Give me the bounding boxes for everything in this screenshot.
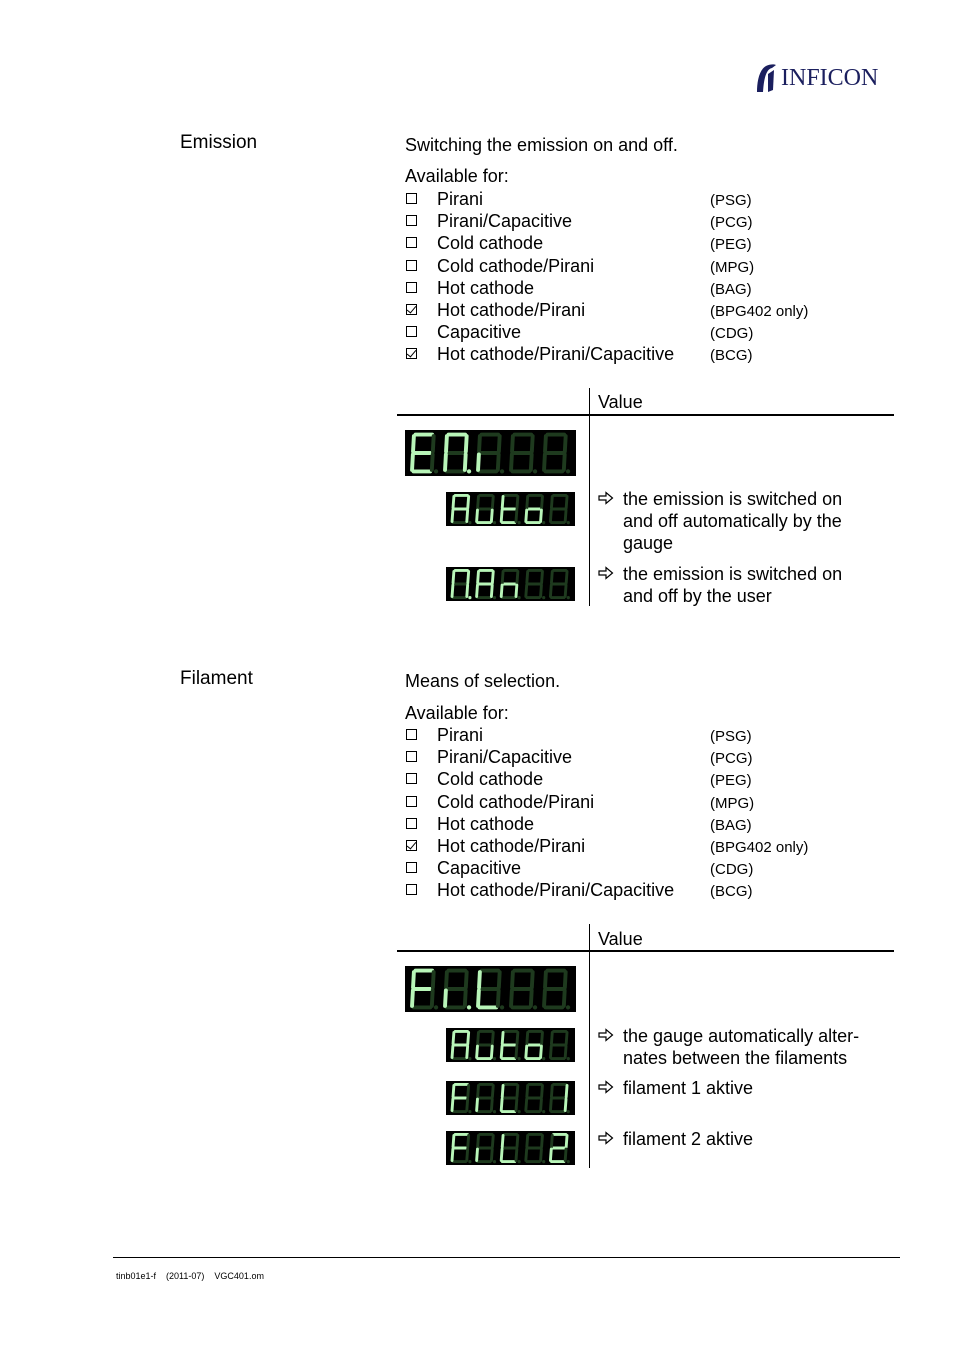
segment-f: [502, 496, 503, 507]
checkbox-empty-icon: [406, 326, 417, 337]
segment-b: [468, 1032, 469, 1043]
segment-b: [532, 436, 533, 451]
segment-e: [526, 585, 527, 596]
segment-c: [541, 585, 542, 596]
segment-b: [517, 1085, 518, 1096]
display-fil: [405, 966, 576, 1012]
segment-c: [432, 454, 433, 469]
gauge-name: Cold cathode: [437, 233, 544, 254]
segment-e: [544, 990, 545, 1005]
seven-segment-digits: [405, 966, 576, 1012]
gauge-code: (BPG402 only): [710, 302, 809, 320]
gauge-row: [405, 769, 845, 791]
segment-c: [491, 585, 492, 596]
segment-dot: [567, 1160, 570, 1163]
segment-dot: [566, 1005, 570, 1009]
segment-f: [446, 436, 447, 451]
segment-f: [512, 972, 513, 987]
gauge-code: (PCG): [710, 750, 753, 768]
segment-c: [541, 510, 542, 521]
segment-b: [566, 571, 567, 582]
seven-segment-digits: [446, 1131, 575, 1165]
gauge-name: Hot cathode/Pirani/Capacitive: [437, 344, 675, 365]
gauge-code: (BAG): [710, 816, 752, 834]
segment-c: [541, 1149, 542, 1160]
checkbox-empty-icon: [406, 237, 417, 248]
segment-f: [478, 1085, 479, 1096]
segment-f: [479, 436, 480, 451]
footer: [116, 1271, 264, 1281]
segment-c: [467, 510, 468, 521]
checkbox-empty-icon: [406, 884, 417, 895]
segment-b: [517, 571, 518, 582]
gauge-row: [405, 747, 845, 769]
gauge-code: (PCG): [710, 214, 753, 232]
segment-b: [517, 1135, 518, 1146]
segment-f: [413, 436, 414, 451]
inficon-logo: [754, 62, 900, 94]
footer-rule: [113, 1257, 900, 1258]
segment-dot: [493, 1160, 496, 1163]
segment-f: [479, 972, 480, 987]
segment-b: [566, 1032, 567, 1043]
segment-b: [532, 972, 533, 987]
segment-f: [502, 1032, 503, 1043]
checkbox-empty-icon: [406, 260, 417, 271]
segment-b: [492, 571, 493, 582]
segment-c: [465, 990, 466, 1005]
segment-e: [412, 454, 413, 469]
gauge-name: Pirani: [437, 725, 484, 745]
segment-dot: [493, 596, 496, 599]
arrow-right-icon: [598, 565, 614, 581]
segment-f: [551, 1135, 552, 1146]
checkbox-empty-icon: [406, 818, 417, 829]
gauge-code: (BPG402 only): [710, 838, 809, 856]
segment-f: [453, 1135, 454, 1146]
segment-c: [531, 454, 532, 469]
segment-c: [491, 1046, 492, 1057]
filament-gauge-list: [405, 725, 845, 903]
segment-dot: [542, 596, 545, 599]
segment-e: [477, 1149, 478, 1160]
gauge-name: Pirani/Capacitive: [437, 747, 573, 768]
segment-e: [550, 510, 551, 521]
segment-c: [564, 990, 565, 1005]
segment-f: [527, 1085, 528, 1096]
segment-f: [551, 571, 552, 582]
gauge-row: [405, 725, 845, 747]
segment-dot: [467, 469, 471, 473]
footer-file: VGC401.om: [214, 1271, 264, 1281]
segment-c: [467, 585, 468, 596]
gauge-row: [405, 189, 845, 211]
segment-e: [511, 990, 512, 1005]
segment-f: [453, 571, 454, 582]
checkbox-checked-icon: [406, 304, 417, 315]
segment-f: [527, 1135, 528, 1146]
segment-b: [466, 972, 467, 987]
segment-e: [452, 1149, 453, 1160]
filament-value-header: Value: [598, 929, 643, 949]
gauge-code: (MPG): [710, 794, 755, 812]
segment-dot: [567, 1110, 570, 1113]
segment-b: [566, 1085, 567, 1096]
segment-f: [453, 1085, 454, 1096]
segment-b: [542, 1135, 543, 1146]
segment-f: [502, 571, 503, 582]
segment-c: [465, 454, 466, 469]
segment-e: [477, 1099, 478, 1110]
segment-e: [452, 585, 453, 596]
gauge-name: Capacitive: [437, 322, 522, 343]
segment-b: [499, 436, 500, 451]
gauge-name: Pirani/Capacitive: [437, 211, 573, 232]
display-emission-man: [446, 567, 575, 601]
checkbox-empty-icon: [406, 215, 417, 226]
segment-c: [498, 454, 499, 469]
segment-c: [467, 1149, 468, 1160]
gauge-name: Capacitive: [437, 858, 522, 879]
segment-c: [491, 1149, 492, 1160]
checkbox-checked-icon: [406, 348, 417, 359]
segment-f: [551, 1085, 552, 1096]
gauge-row: [405, 256, 845, 278]
segment-e: [501, 510, 502, 521]
filament-table-rule: [397, 950, 894, 952]
filament-table-divider: [589, 924, 590, 1168]
segment-b: [492, 496, 493, 507]
segment-e: [550, 1046, 551, 1057]
gauge-code: (PEG): [710, 772, 752, 790]
footer-date: (2011-07): [166, 1271, 205, 1281]
gauge-row: [405, 233, 845, 255]
segment-dot: [468, 1110, 471, 1113]
segment-c: [516, 1149, 517, 1160]
segment-e: [511, 454, 512, 469]
emission-table-rule: [397, 414, 894, 416]
inficon-logo-mark-icon: [754, 62, 780, 94]
segment-e: [412, 990, 413, 1005]
gauge-row: [405, 344, 845, 366]
segment-c: [498, 990, 499, 1005]
segment-f: [502, 1085, 503, 1096]
segment-c: [491, 1099, 492, 1110]
segment-b: [466, 436, 467, 451]
seven-segment-digits: [446, 492, 575, 526]
checkbox-empty-icon: [406, 282, 417, 293]
segment-e: [445, 990, 446, 1005]
segment-c: [565, 510, 566, 521]
gauge-row: [405, 836, 845, 858]
segment-dot: [500, 469, 504, 473]
inficon-wordmark: INFICON: [781, 65, 879, 91]
display-filament-1: [446, 1081, 575, 1115]
gauge-name: Cold cathode: [437, 769, 544, 790]
checkbox-empty-icon: [406, 862, 417, 873]
arrow-right-icon: [598, 1027, 614, 1043]
segment-e: [550, 1099, 551, 1110]
gauge-row: [405, 792, 845, 814]
segment-dot: [434, 1005, 438, 1009]
segment-dot: [468, 596, 471, 599]
segment-b: [492, 1032, 493, 1043]
gauge-name: Cold cathode/Pirani: [437, 791, 595, 812]
segment-e: [477, 510, 478, 521]
segment-dot: [518, 596, 521, 599]
footer-doc-id: tinb01e1-f: [116, 1271, 157, 1281]
segment-f: [527, 1032, 528, 1043]
filament-intro: Means of selection.: [405, 671, 561, 691]
segment-b: [542, 1032, 543, 1043]
segment-dot: [518, 1160, 521, 1163]
checkbox-empty-icon: [406, 796, 417, 807]
segment-b: [468, 1085, 469, 1096]
segment-f: [527, 571, 528, 582]
checkbox-checked-icon: [406, 840, 417, 851]
segment-dot: [468, 521, 471, 524]
segment-dot: [518, 521, 521, 524]
gauge-row: [405, 322, 845, 344]
segment-e: [501, 1099, 502, 1110]
segment-e: [550, 585, 551, 596]
gauge-row: [405, 300, 845, 322]
segment-c: [516, 1099, 517, 1110]
segment-e: [452, 1099, 453, 1110]
segment-dot: [542, 1057, 545, 1060]
segment-dot: [533, 469, 537, 473]
segment-e: [452, 1046, 453, 1057]
segment-e: [477, 1046, 478, 1057]
segment-f: [453, 496, 454, 507]
segment-b: [565, 972, 566, 987]
section-title-filament: Filament: [180, 668, 253, 689]
gauge-name: Cold cathode/Pirani: [437, 255, 595, 276]
seven-segment-digits: [405, 430, 576, 476]
segment-dot: [542, 521, 545, 524]
segment-dot: [434, 469, 438, 473]
segment-f: [502, 1135, 503, 1146]
gauge-row: [405, 278, 845, 300]
segment-dot: [518, 1057, 521, 1060]
segment-f: [446, 972, 447, 987]
segment-dot: [542, 1160, 545, 1163]
segment-dot: [493, 1057, 496, 1060]
segment-e: [501, 1149, 502, 1160]
gauge-code: (BAG): [710, 280, 752, 298]
emission-table-divider: [589, 388, 590, 606]
seven-segment-digits: [446, 1028, 575, 1062]
segment-b: [468, 496, 469, 507]
display-emission-auto: [446, 492, 575, 526]
seven-segment-digits: [446, 1081, 575, 1115]
emission-value-header: Value: [598, 392, 643, 412]
segment-c: [516, 585, 517, 596]
emission-intro: Switching the emission on and off.: [405, 135, 678, 155]
segment-dot: [468, 1057, 471, 1060]
segment-b: [433, 436, 434, 451]
segment-f: [478, 1032, 479, 1043]
segment-e: [445, 454, 446, 469]
segment-c: [564, 454, 565, 469]
segment-b: [542, 571, 543, 582]
gauge-code: (CDG): [710, 325, 754, 343]
gauge-code: (CDG): [710, 861, 754, 879]
segment-dot: [567, 1057, 570, 1060]
checkbox-empty-icon: [406, 773, 417, 784]
segment-c: [467, 1099, 468, 1110]
segment-b: [566, 496, 567, 507]
emission-available-label: Available for:: [405, 166, 509, 186]
segment-e: [526, 510, 527, 521]
segment-e: [544, 454, 545, 469]
gauge-row: [405, 858, 845, 880]
segment-dot: [566, 469, 570, 473]
segment-dot: [493, 1110, 496, 1113]
gauge-code: (PSG): [710, 192, 752, 209]
checkbox-empty-icon: [406, 751, 417, 762]
segment-c: [565, 1046, 566, 1057]
segment-b: [492, 1085, 493, 1096]
gauge-name: Hot cathode: [437, 277, 535, 298]
segment-c: [467, 1046, 468, 1057]
segment-b: [433, 972, 434, 987]
segment-f: [512, 436, 513, 451]
segment-f: [478, 1135, 479, 1146]
gauge-name: Hot cathode/Pirani/Capacitive: [437, 880, 675, 901]
emission-gauge-list: [405, 189, 845, 367]
segment-b: [517, 496, 518, 507]
gauge-code: (PEG): [710, 236, 752, 254]
segment-f: [527, 496, 528, 507]
segment-dot: [542, 1110, 545, 1113]
gauge-row: [405, 211, 845, 233]
checkbox-empty-icon: [406, 193, 417, 204]
segment-e: [526, 1046, 527, 1057]
segment-dot: [467, 1005, 471, 1009]
segment-e: [526, 1099, 527, 1110]
segment-e: [452, 510, 453, 521]
arrow-right-icon: [598, 1079, 614, 1095]
gauge-name: Pirani: [437, 189, 484, 209]
display-filament-auto: [446, 1028, 575, 1062]
segment-dot: [567, 596, 570, 599]
segment-f: [545, 436, 546, 451]
segment-b: [468, 571, 469, 582]
gauge-code: (PSG): [710, 728, 752, 745]
segment-e: [501, 585, 502, 596]
gauge-row: [405, 880, 845, 902]
gauge-row: [405, 814, 845, 836]
segment-e: [478, 454, 479, 469]
segment-e: [501, 1046, 502, 1057]
segment-b: [542, 1085, 543, 1096]
gauge-name: Hot cathode: [437, 813, 535, 834]
segment-e: [550, 1149, 551, 1160]
display-emi: [405, 430, 576, 476]
segment-b: [492, 1135, 493, 1146]
segment-c: [531, 990, 532, 1005]
section-title-emission: Emission: [180, 132, 258, 153]
segment-b: [566, 1135, 567, 1146]
display-filament-2: [446, 1131, 575, 1165]
checkbox-empty-icon: [406, 729, 417, 740]
segment-c: [491, 510, 492, 521]
segment-f: [478, 496, 479, 507]
segment-f: [551, 496, 552, 507]
segment-c: [565, 1149, 566, 1160]
segment-f: [453, 1032, 454, 1043]
segment-f: [478, 571, 479, 582]
segment-f: [413, 972, 414, 987]
segment-c: [516, 510, 517, 521]
seven-segment-digits: [446, 567, 575, 601]
gauge-code: (MPG): [710, 258, 755, 276]
filament-available-label: Available for:: [405, 703, 509, 723]
segment-dot: [493, 521, 496, 524]
gauge-name: Hot cathode/Pirani: [437, 299, 586, 320]
segment-b: [468, 1135, 469, 1146]
segment-f: [551, 1032, 552, 1043]
segment-b: [542, 496, 543, 507]
segment-c: [565, 585, 566, 596]
segment-e: [477, 585, 478, 596]
segment-c: [541, 1099, 542, 1110]
segment-dot: [567, 521, 570, 524]
arrow-right-icon: [598, 1130, 614, 1146]
segment-dot: [500, 1005, 504, 1009]
segment-dot: [533, 1005, 537, 1009]
segment-f: [545, 972, 546, 987]
segment-dot: [468, 1160, 471, 1163]
segment-c: [432, 990, 433, 1005]
segment-b: [499, 972, 500, 987]
gauge-code: (BCG): [710, 347, 753, 365]
segment-c: [565, 1099, 566, 1110]
gauge-name: Hot cathode/Pirani: [437, 835, 586, 856]
segment-b: [565, 436, 566, 451]
segment-dot: [518, 1110, 521, 1113]
segment-e: [478, 990, 479, 1005]
segment-c: [541, 1046, 542, 1057]
gauge-code: (BCG): [710, 883, 753, 901]
segment-b: [517, 1032, 518, 1043]
segment-e: [526, 1149, 527, 1160]
arrow-right-icon: [598, 490, 614, 506]
segment-c: [516, 1046, 517, 1057]
